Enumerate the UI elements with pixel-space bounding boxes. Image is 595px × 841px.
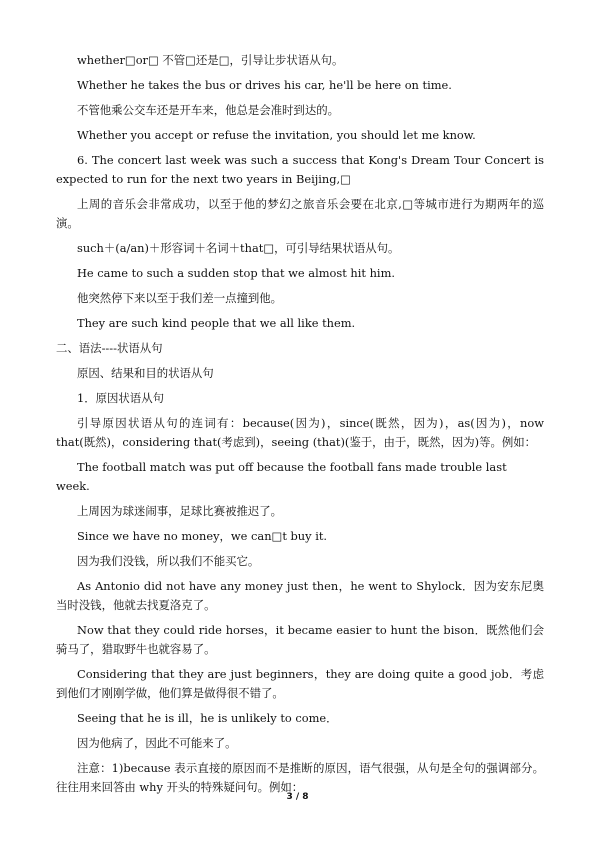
example-translation: 他突然停下来以至于我们差一点撞到他。 [77, 291, 283, 305]
page-number: 3 / 8 [286, 792, 309, 802]
example-translation: 不管他乘公交车还是开车来，他总是会准时到达的。 [77, 103, 339, 117]
example-with-translation: Now that they could ride horses，it became easier to hunt the bison．既然他们会骑马了，猎取野牛也就容易了。 [56, 623, 544, 656]
example-sentence: The football match was put off because the football fans made trouble last week. [56, 460, 507, 493]
paragraph-note-because: 注意：1)because 表示直接的原因而不是推断的原因，语气很强，从句是全句的强调部分。往往用来回答由 why 开头的特殊疑问句。例如： [56, 761, 544, 794]
example-translation: 上周因为球迷闹事，足球比赛被推迟了。 [77, 504, 283, 518]
example-with-translation: Considering that they are just beginners，they are doing quite a good job．考虑到他们才刚刚学做，他们算是做得很不错了。 [56, 667, 544, 700]
example-sentence: Since we have no money，we can□t buy it. [77, 529, 328, 543]
paragraph-conjunctions: 引导原因状语从句的连词有：because(因为)，since(既然，因为)，as(因为)，now that(既然)，considering that(考虑到)，seeing (that)(鉴于，由于，既然，因为)等。例如： [56, 416, 544, 449]
example-sentence: Whether he takes the bus or drives his car, he'll be here on time. [77, 78, 452, 92]
section-heading-grammar: 二、语法----状语从句 [56, 341, 163, 355]
paragraph-such-that-rule: such＋(a/an)＋形容词＋名词＋that□，可引导结果状语从句。 [77, 241, 400, 255]
item-6-translation: 上周的音乐会非常成功，以至于他的梦幻之旅音乐会要在北京,□等城市进行为期两年的巡演。 [56, 197, 544, 230]
example-sentence: Seeing that he is ill，he is unlikely to come． [77, 711, 338, 725]
numbered-heading-reason-clause: 1．原因状语从句 [77, 391, 164, 405]
example-translation: 因为他病了，因此不可能来了。 [77, 736, 237, 750]
numbered-item-6: 6. The concert last week was such a success that Kong's Dream Tour Concert is expected to run for the next two years in Beijing,□ [56, 153, 544, 186]
example-with-translation: As Antonio did not have any money just then，he went to Shylock．因为安东尼奥当时没钱，他就去找夏洛克了。 [56, 579, 544, 612]
page-body [56, 51, 544, 803]
example-translation: 因为我们没钱，所以我们不能买它。 [77, 554, 260, 568]
paragraph-whether-or-rule: whether□or□ 不管□还是□，引导让步状语从句。 [77, 53, 344, 67]
subsection-heading: 原因、结果和目的状语从句 [77, 366, 214, 380]
example-sentence: He came to such a sudden stop that we almost hit him. [77, 266, 395, 280]
example-sentence: They are such kind people that we all like them. [77, 316, 356, 330]
example-sentence: Whether you accept or refuse the invitation, you should let me know. [77, 128, 476, 142]
